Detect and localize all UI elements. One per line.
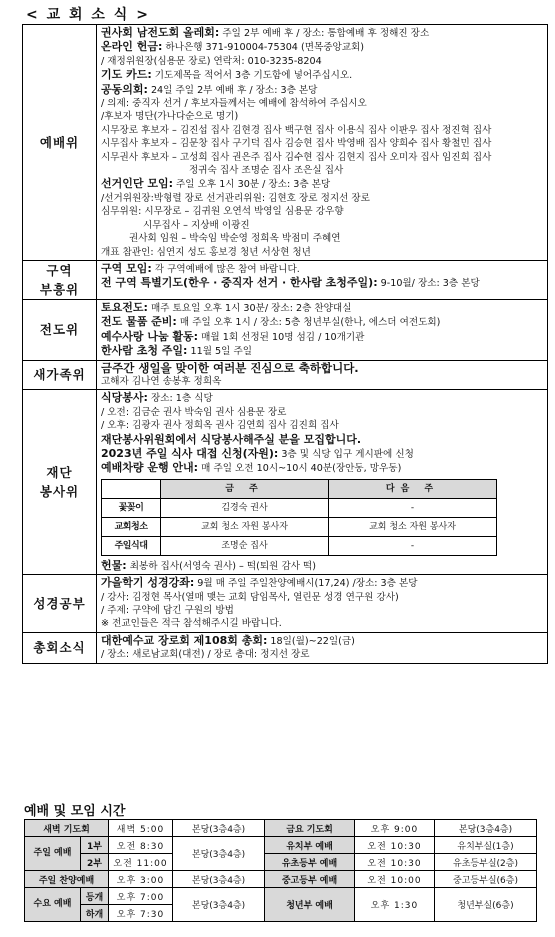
service-name: 유초등부 예배 xyxy=(265,854,355,871)
duty-label: 주일식대 xyxy=(102,536,161,555)
news-line-heading: 한사람 초청 주일: xyxy=(101,344,188,358)
news-line-text: 심무위원: 시무장로 – 김귀원 오연석 박영일 심용문 강우향 xyxy=(101,206,344,218)
news-line xyxy=(101,419,543,432)
news-line xyxy=(101,219,543,232)
news-line-heading: 토요전도: xyxy=(101,300,148,314)
news-line-text: 시무장로 후보자 – 김진섭 집사 김현경 집사 백구현 집사 이용식 집사 이판우 집사 정진혁 집사 xyxy=(101,124,492,136)
news-line-text: 하나은행 371-910004-75304 (면목중앙교회) xyxy=(162,42,365,54)
section-worship xyxy=(23,25,548,261)
news-line xyxy=(101,232,543,245)
news-line xyxy=(101,604,543,617)
duty-label: 꽃꽂이 xyxy=(102,498,161,517)
news-line-text: 주일 오후 1시 30분 / 장소: 3층 본당 xyxy=(172,179,331,191)
flower-offering: 헌물: 최봉하 집사(서영숙 권사) – 떡(퇴원 감사 떡) xyxy=(101,558,317,572)
category-label: 구역 부흥위 xyxy=(23,260,97,299)
duty-this-week: 교회 청소 자원 봉사자 xyxy=(161,517,329,536)
news-line-text: ※ 전교인들은 적극 참석해주시길 바랍니다. xyxy=(101,618,282,630)
news-line-text: / 오후: 김광자 권사 정희옥 권사 김연희 집사 김진희 집사 xyxy=(101,420,339,432)
news-line-text: 권사회 임원 – 박숙임 박순영 정희옥 박점미 주혜연 xyxy=(129,233,341,245)
schedule-table xyxy=(24,819,537,922)
news-line xyxy=(101,177,543,191)
section-content xyxy=(97,299,548,360)
section-content xyxy=(97,260,548,299)
news-line-heading: 권사회 남전도회 올레회: xyxy=(101,26,220,39)
duty-row xyxy=(102,498,497,517)
schedule-row xyxy=(25,820,537,837)
news-line-text: 정귀숙 집사 조명순 집사 조은실 집사 xyxy=(189,165,344,177)
schedule-row xyxy=(25,837,537,854)
section-study xyxy=(23,575,548,633)
news-line xyxy=(101,124,543,137)
news-line-heading: 가을학기 성경강좌: xyxy=(101,576,195,590)
news-line-heading: 선거인단 모임: xyxy=(101,177,173,191)
service-time: 새벽 5:00 xyxy=(109,820,173,837)
section-district xyxy=(23,260,548,299)
news-line-text: / 장소: 새로남교회(대전) / 장로 총대: 정지선 장로 xyxy=(101,649,310,661)
service-place: 본당(3층4층) xyxy=(173,837,265,871)
news-line-text: / 의제: 중직자 선거 / 후보자들께서는 예배에 참석하여 주십시오 xyxy=(101,98,367,110)
news-line xyxy=(101,276,543,290)
news-line xyxy=(101,40,543,54)
news-line xyxy=(101,406,543,419)
service-name: 수요 예배 xyxy=(25,888,81,922)
news-line-heading: 대한예수교 장로회 제108회 총회: xyxy=(101,633,268,647)
service-place: 본당(3층4층) xyxy=(435,820,537,837)
news-line xyxy=(101,301,543,315)
category-label: 성경공부 xyxy=(23,575,97,633)
news-line xyxy=(101,315,543,329)
news-line-heading: 전 구역 특별기도(한우 · 중직자 선거 · 한사람 초청주일): xyxy=(101,276,378,290)
news-line xyxy=(101,447,543,461)
schedule-title: 예배 및 모임 시간 xyxy=(24,804,126,819)
category-label: 총회소식 xyxy=(23,632,97,663)
service-place: 본당(3층4층) xyxy=(173,871,265,888)
duty-row xyxy=(102,517,497,536)
news-line-text: / 주제: 구약에 담긴 구원의 방법 xyxy=(101,605,234,616)
news-line xyxy=(101,55,543,68)
news-line xyxy=(101,617,543,630)
duty-next-week: - xyxy=(329,536,497,555)
section-content xyxy=(97,390,548,575)
news-line xyxy=(101,330,543,344)
news-line-heading: 재단봉사위원회에서 식당봉사해주실 분을 모집합니다. xyxy=(101,432,362,446)
news-line-heading: 온라인 헌금: xyxy=(101,40,163,54)
service-name: 주일 예배 xyxy=(25,837,81,871)
duty-this-week: 김경숙 권사 xyxy=(161,498,329,517)
news-line-text: 시무집사 – 지상배 이광진 xyxy=(143,219,250,231)
news-line-text: 11월 5일 주일 xyxy=(187,346,252,358)
news-line xyxy=(101,83,543,97)
duty-next-week: 교회 청소 자원 봉사자 xyxy=(329,517,497,536)
category-label: 예배위 xyxy=(23,25,97,261)
news-line-text: 시무권사 후보자 – 고성희 집사 권은주 집사 김수현 집사 김현지 집사 오미자 집사 임진희 집사 xyxy=(101,151,492,163)
service-time: 오후 7:30 xyxy=(109,905,173,922)
news-line-text: 매주 토요일 오후 1시 30분/ 장소: 2층 찬양대실 xyxy=(147,302,352,314)
news-line-heading: 구역 모임: xyxy=(101,261,152,275)
section-assembly xyxy=(23,632,548,663)
news-line-text: 9월 매 주일 주일찬양예배시(17,24) /장소: 3층 본당 xyxy=(194,578,418,590)
service-name: 중고등부 예배 xyxy=(265,871,355,888)
news-line xyxy=(101,433,543,447)
service-name: 청년부 예배 xyxy=(265,888,355,922)
news-line xyxy=(101,151,543,164)
news-line-text: 매 주일 오전 10시~10시 40분(장안동, 망우동) xyxy=(198,463,402,475)
duty-row xyxy=(102,536,497,555)
news-line-text: 개표 참관인: 심연지 성도 홍보경 청년 서상현 청년 xyxy=(101,246,311,258)
service-sub: 등개 xyxy=(81,888,109,905)
news-line-text: 장소: 1층 식당 xyxy=(147,393,213,405)
service-place: 본당(3층4층) xyxy=(173,888,265,922)
service-sub: 1부 xyxy=(81,837,109,854)
news-line-text: 시무집사 후보자 – 김문창 집사 구기덕 집사 김승현 집사 박영배 집사 양희수 집사 황철민 집사 xyxy=(101,138,492,150)
birthday-headline: 금주간 생일을 맞이한 여러분 진심으로 축하합니다. xyxy=(101,361,359,375)
news-line-text: 9-10월/ 장소: 3층 본당 xyxy=(377,278,480,290)
duty-header-this-week: 금 주 xyxy=(161,479,329,498)
news-line-text: 각 구역예배에 많은 참여 바랍니다. xyxy=(151,263,300,275)
section-evangelism xyxy=(23,299,548,360)
schedule-row xyxy=(25,854,537,871)
service-time: 오후 7:00 xyxy=(109,888,173,905)
news-line xyxy=(101,205,543,218)
news-line xyxy=(101,137,543,150)
news-line-text: /후보자 명단(가나다순으로 명기) xyxy=(101,111,239,123)
news-line-text: 주일 2부 예배 후 / 장소: 통합예배 후 정해진 장소 xyxy=(219,28,430,39)
duty-header-next-week: 다음 주 xyxy=(329,479,497,498)
section-service xyxy=(23,390,548,575)
service-name: 금요 기도회 xyxy=(265,820,355,837)
service-name: 새벽 기도회 xyxy=(25,820,109,837)
news-line-text: 3층 및 식당 입구 게시판에 신청 xyxy=(278,448,414,460)
section-content xyxy=(97,632,548,663)
news-line xyxy=(101,576,543,590)
service-time: 오후 9:00 xyxy=(355,820,435,837)
schedule-row xyxy=(25,888,537,905)
service-duty-table xyxy=(101,479,497,556)
service-time: 오전 10:00 xyxy=(355,871,435,888)
service-place: 유치부실(1층) xyxy=(435,837,537,854)
news-line-text: / 강사: 김정현 목사(열매 맺는 교회 담임목사, 열린문 성경 연구원 강사) xyxy=(101,591,399,603)
news-line xyxy=(101,26,543,40)
news-line xyxy=(101,68,543,82)
service-time: 오전 10:30 xyxy=(355,854,435,871)
service-time: 오후 3:00 xyxy=(109,871,173,888)
schedule-row xyxy=(25,871,537,888)
service-time: 오후 1:30 xyxy=(355,888,435,922)
service-name: 주일 찬양예배 xyxy=(25,871,109,888)
section-content xyxy=(97,360,548,390)
news-line-text: 24일 주일 2부 예배 후 / 장소: 3층 본당 xyxy=(147,84,318,96)
page-title: < 교 회 소 식 > xyxy=(26,7,150,23)
news-line-heading: 2023년 주일 식사 대접 신청(자원): xyxy=(101,446,279,460)
duty-this-week: 조명순 집사 xyxy=(161,536,329,555)
news-line-heading: 전도 물품 준비: xyxy=(101,315,177,329)
news-line-heading: 예수사랑 나눔 활동: xyxy=(101,329,199,343)
duty-next-week: - xyxy=(329,498,497,517)
news-line-heading: 기도 카드: xyxy=(101,68,152,82)
service-place: 본당(3층4층) xyxy=(173,820,265,837)
news-line-text: / 재정위원장(심용문 장로) 연락처: 010-3235-8204 xyxy=(101,55,322,67)
section-content xyxy=(97,575,548,633)
section-newfamily xyxy=(23,360,548,390)
news-line xyxy=(101,391,543,405)
service-place: 청년부실(6층) xyxy=(435,888,537,922)
news-line-text: /선거위원장:박형렬 장로 선거관리위원: 김현호 장로 정지선 장로 xyxy=(101,192,370,204)
news-line xyxy=(101,461,543,475)
birthday-names: 고해자 김나연 송봉후 정희옥 xyxy=(101,375,222,387)
section-content xyxy=(97,25,548,261)
service-time: 오전 10:30 xyxy=(355,837,435,854)
news-line-text: 매 주일 오후 1시 / 장소: 5층 청년부실(한나, 에스더 여전도회) xyxy=(176,317,441,329)
news-line xyxy=(101,110,543,123)
news-line xyxy=(101,591,543,604)
category-label: 전도위 xyxy=(23,299,97,360)
service-place: 중고등부실(6층) xyxy=(435,871,537,888)
category-label: 재단 봉사위 xyxy=(23,390,97,575)
service-time: 오전 8:30 xyxy=(109,837,173,854)
category-label: 새가족위 xyxy=(23,360,97,390)
news-line xyxy=(101,97,543,110)
news-line xyxy=(101,246,543,259)
news-line-text: 18일(월)~22일(금) xyxy=(267,635,355,647)
service-sub: 하개 xyxy=(81,905,109,922)
service-sub: 2부 xyxy=(81,854,109,871)
news-line xyxy=(101,164,543,177)
news-line-heading: 식당봉사: xyxy=(101,391,148,405)
news-line xyxy=(101,634,543,648)
news-line-heading: 예배차량 운행 안내: xyxy=(101,461,199,475)
news-line xyxy=(101,648,543,661)
news-line xyxy=(101,192,543,205)
service-lines xyxy=(101,391,543,475)
duty-header-row xyxy=(102,479,497,498)
news-line-text: / 오전: 김금순 권사 박숙임 권사 심용문 장로 xyxy=(101,406,287,418)
news-line-heading: 공동의회: xyxy=(101,82,148,96)
news-line-text: 기도제목을 적어서 3층 기도함에 넣어주십시오. xyxy=(151,70,353,82)
service-time: 오전 11:00 xyxy=(109,854,173,871)
duty-label: 교회청소 xyxy=(102,517,161,536)
news-line xyxy=(101,344,543,358)
service-place: 유초등부실(2층) xyxy=(435,854,537,871)
service-name: 유치부 예배 xyxy=(265,837,355,854)
news-line xyxy=(101,262,543,276)
news-line-text: 매월 1회 선정된 10명 섬김 / 10개기관 xyxy=(198,331,365,343)
church-news-table xyxy=(22,24,548,664)
